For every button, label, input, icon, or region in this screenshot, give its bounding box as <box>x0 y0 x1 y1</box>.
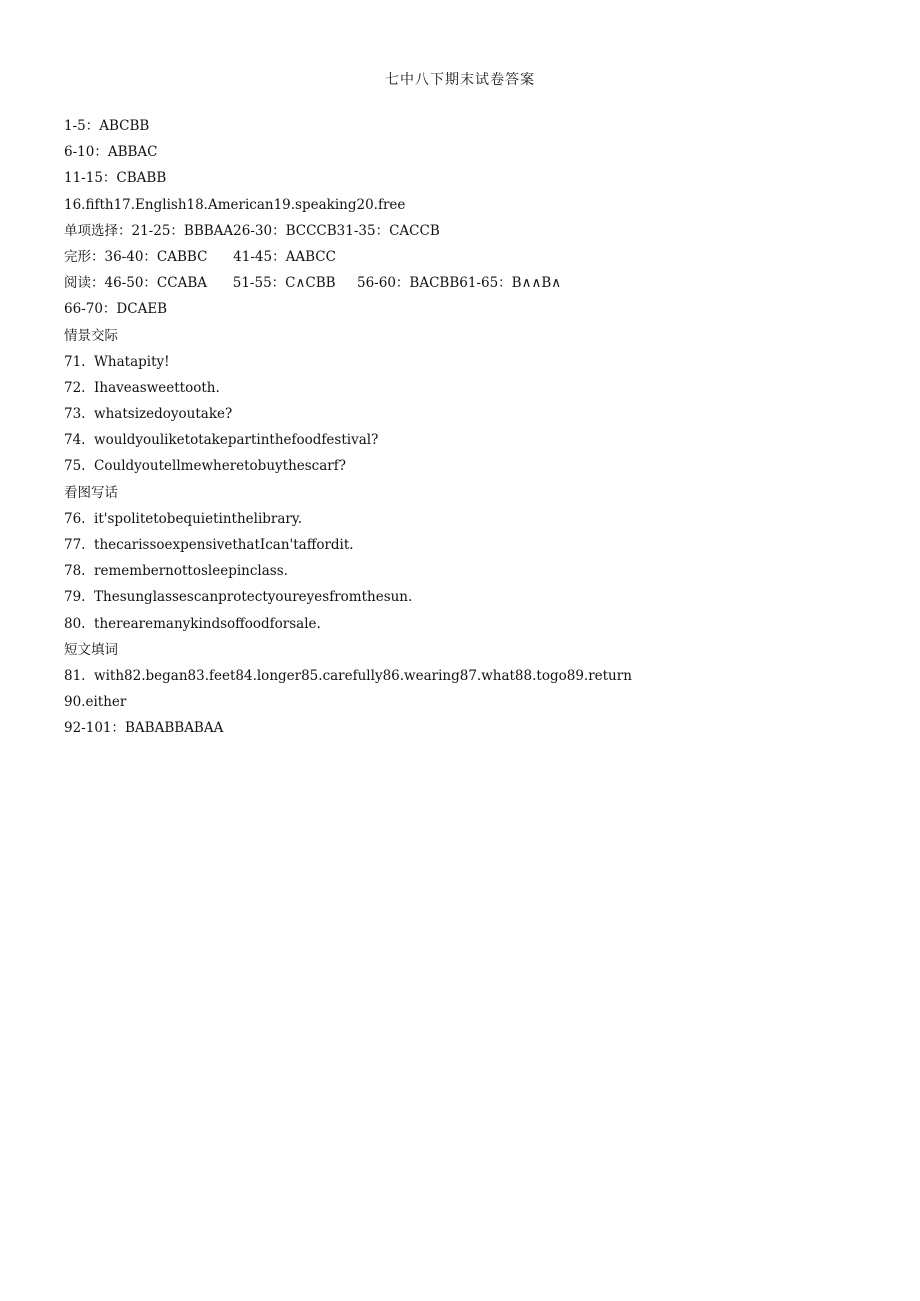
document-title: 七中八下期末试卷答案 <box>385 72 535 88</box>
answer-line-81-89: 81. with82.began83.feet84.longer85.carefully86.wearing87.what88.togo89.return <box>64 667 632 684</box>
answer-lines <box>64 113 884 742</box>
answer-line-reading: 阅读：46-50：CCABA 51-55：C∧CBB 56-60：BACBB61-65：B∧∧B∧ <box>64 275 562 292</box>
answer-line-71: 71. Whatapity! <box>64 353 170 370</box>
section-heading-dialogue: 情景交际 <box>64 327 118 344</box>
answer-line-single-choice: 单项选择：21-25：BBBAA26-30：BCCCB31-35：CACCB <box>64 222 440 239</box>
answer-line-cloze: 完形：36-40：CABBC 41-45：AABCC <box>64 248 336 265</box>
answer-line-76: 76. it'spolitetobequietinthelibrary. <box>64 510 302 527</box>
section-heading-picture-writing: 看图写话 <box>64 484 118 501</box>
answer-line-92-101: 92-101：BABABBABAA <box>64 720 224 737</box>
answer-line-90: 90.either <box>64 694 127 711</box>
answer-line-66-70: 66-70：DCAEB <box>64 301 168 318</box>
section-heading-fill-in: 短文填词 <box>64 641 118 658</box>
answer-line-79: 79. Thesunglassescanprotectyoureyesfromthesun. <box>64 589 413 606</box>
answer-line-75: 75. Couldyoutellmewheretobuythescarf? <box>64 458 346 475</box>
answer-line-80: 80. therearemanykindsoffoodforsale. <box>64 615 321 632</box>
answer-line-6-10: 6-10：ABBAC <box>64 144 158 161</box>
answer-line-78: 78. remembernottosleepinclass. <box>64 563 288 580</box>
answer-line-16-20: 16.fifth17.English18.American19.speaking20.free <box>64 196 406 213</box>
answer-line-1-5: 1-5：ABCBB <box>64 118 150 134</box>
answer-line-74: 74. wouldyouliketotakepartinthefoodfestival? <box>64 432 379 449</box>
answer-line-11-15: 11-15：CBABB <box>64 170 167 187</box>
answer-line-77: 77. thecarissoexpensivethatIcan'taffordit. <box>64 537 354 553</box>
answer-line-72: 72. Ihaveasweettooth. <box>64 379 220 396</box>
answer-line-73: 73. whatsizedoyoutake? <box>64 406 233 423</box>
